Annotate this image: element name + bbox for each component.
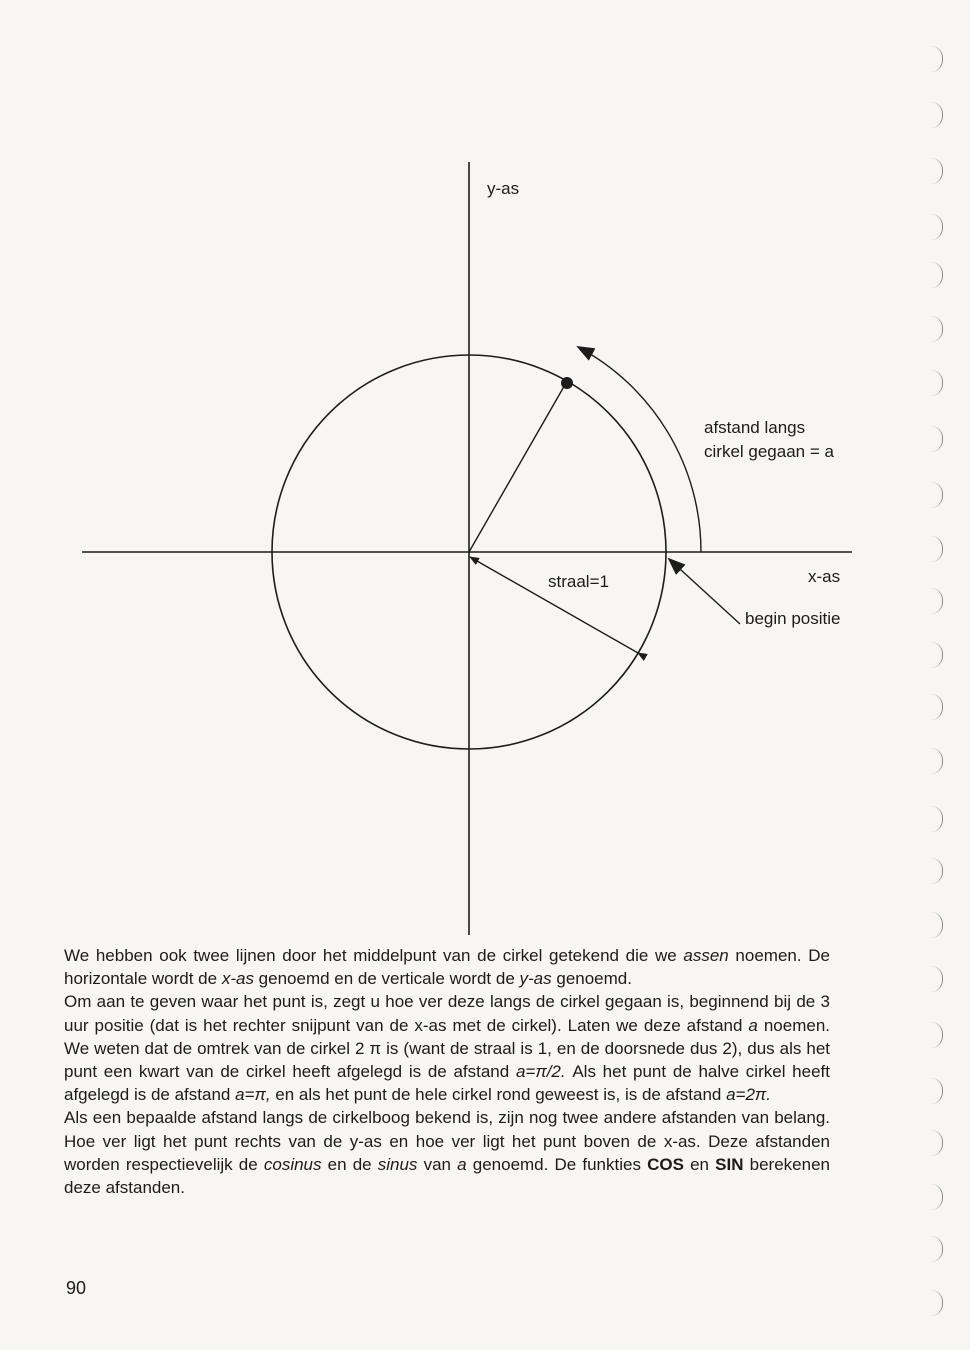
- binding-hole: [930, 1078, 943, 1104]
- binding-hole: [930, 966, 943, 992]
- start-position-label: begin positie: [745, 609, 841, 628]
- binding-hole: [930, 1236, 943, 1262]
- paragraph-axes: We hebben ook twee lijnen door het middelpunt van de cirkel getekend die we assen noemen. De horizontale wordt de x-as genoemd en de verticale wordt de y-as genoemd.: [64, 946, 830, 989]
- radius-label: straal=1: [548, 572, 609, 591]
- binding-hole: [930, 1184, 943, 1210]
- binding-hole: [930, 1290, 943, 1316]
- page-number: 90: [66, 1278, 87, 1298]
- paragraph-distance: Om aan te geven waar het punt is, zegt u hoe ver deze langs de cirkel gegaan is, beginnend bij de 3 uur positie (dat is het rechter snijpunt van de x-as met de cirkel). Laten we deze afstand a noemen. We weten dat de omtrek van de cirkel 2 π is (want de straal is 1, en de doorsnede dus 2), dus als het punt een kwart van de cirkel heeft afgelegd is de afstand a=π/2. Als het punt de halve cirkel heeft afgelegd is de afstand a=π, en als het punt de hele cirkel rond geweest is, is de afstand a=2π.: [64, 992, 830, 1105]
- y-axis-label: y-as: [487, 179, 520, 198]
- start-position-pointer: [669, 559, 740, 624]
- radius-line: [469, 383, 566, 552]
- arc-distance-label-line1: afstand langs: [704, 418, 806, 437]
- binding-hole: [930, 1022, 943, 1048]
- arc-distance-arrow: [578, 347, 701, 552]
- body-text: [64, 944, 830, 1199]
- arc-distance-label-line2: cirkel gegaan = a: [704, 442, 834, 461]
- point-on-circle: [561, 377, 573, 389]
- paragraph-cos-sin: Als een bepaalde afstand langs de cirkelboog bekend is, zijn nog twee andere afstanden van belang. Hoe ver ligt het punt rechts van de y-as en hoe ver ligt het punt boven de x-as. Deze afstanden worden respectievelijk de cosinus en de sinus van a genoemd. De funkties COS en SIN berekenen deze afstanden.: [64, 1108, 830, 1198]
- x-axis-label: x-as: [808, 567, 841, 586]
- binding-hole: [930, 1130, 943, 1156]
